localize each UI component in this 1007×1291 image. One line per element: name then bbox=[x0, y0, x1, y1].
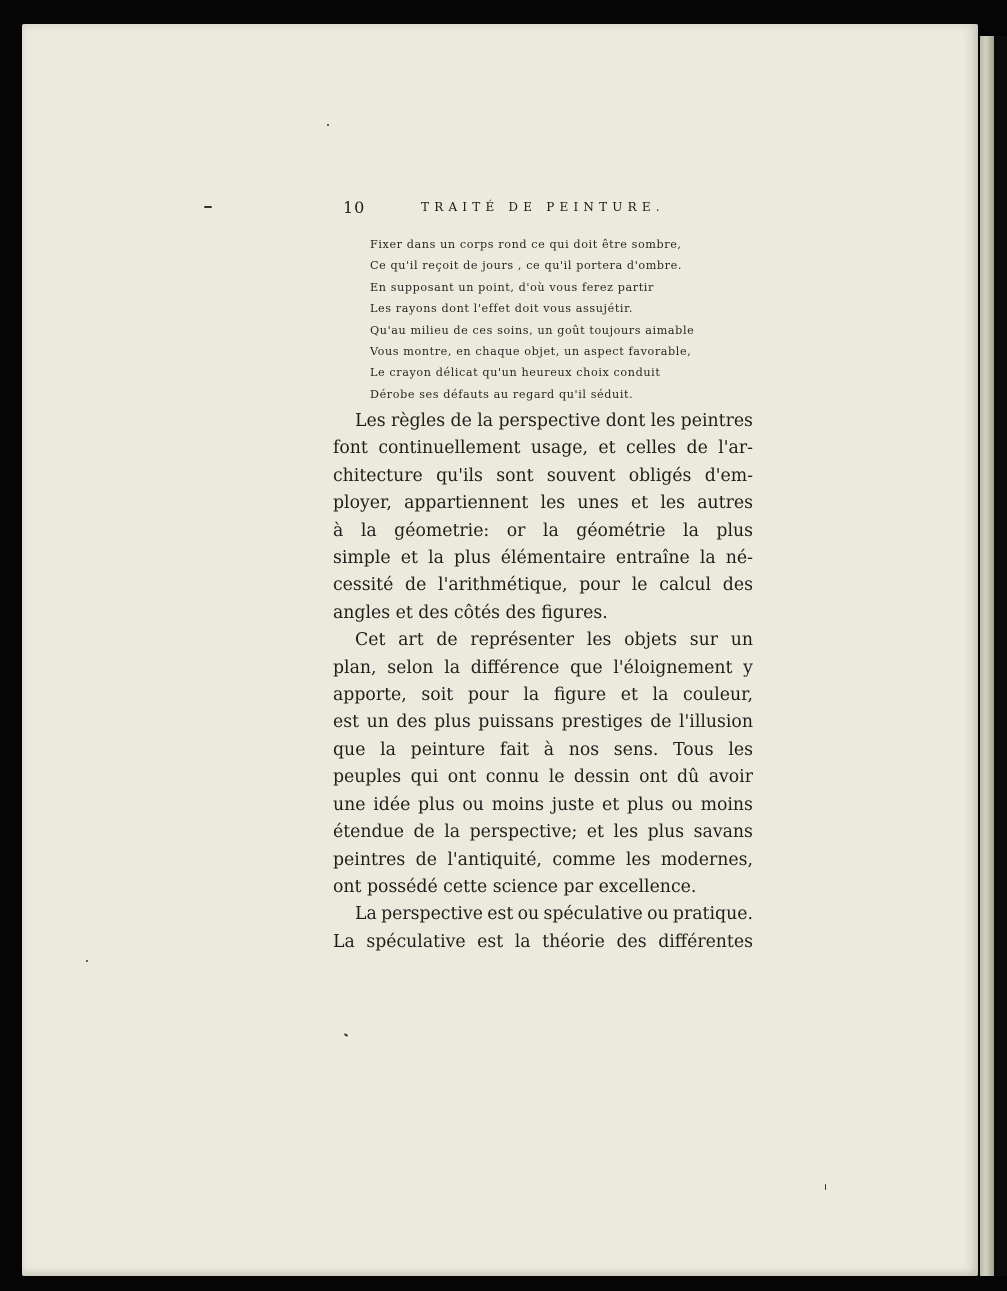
text-line: ployer, appartiennent les unes et les autres bbox=[333, 493, 753, 514]
page-number: 10 bbox=[343, 198, 366, 217]
verse-line: En supposant un point, d'où vous ferez partir bbox=[370, 280, 654, 294]
verse-line: Dérobe ses défauts au regard qu'il séduit. bbox=[370, 387, 634, 401]
page-speck bbox=[825, 1184, 826, 1190]
text-line: simple et la plus élémentaire entraîne la né- bbox=[333, 548, 753, 569]
verse-line: Qu'au milieu de ces soins, un goût toujours aimable bbox=[370, 323, 695, 337]
text-line: font continuellement usage, et celles de l'ar- bbox=[333, 438, 753, 459]
verse-line: Ce qu'il reçoit de jours , ce qu'il portera d'ombre. bbox=[370, 259, 682, 273]
text-line: plan, selon la différence que l'éloignement y bbox=[333, 657, 753, 678]
page-speck bbox=[86, 960, 88, 962]
text-line: est un des plus puissans prestiges de l'illusion bbox=[333, 712, 753, 733]
text-line: cessité de l'arithmétique, pour le calcul des bbox=[333, 575, 753, 596]
verse-line: Le crayon délicat qu'un heureux choix conduit bbox=[370, 366, 661, 380]
text-line: peintres de l'antiquité, comme les modernes, bbox=[333, 849, 753, 870]
paragraph bbox=[333, 901, 753, 956]
text-line: La perspective est ou spéculative ou pratique. bbox=[355, 904, 753, 925]
background-edge bbox=[994, 36, 1007, 1276]
text-line: chitecture qu'ils sont souvent obligés d'em- bbox=[333, 465, 753, 486]
text-line: La spéculative est la théorie des différentes bbox=[333, 931, 753, 952]
verse-line: Les rayons dont l'effet doit vous assujétir. bbox=[370, 302, 633, 316]
page-speck bbox=[204, 206, 212, 208]
running-title: TRAITÉ DE PEINTURE. bbox=[421, 200, 665, 214]
body-text bbox=[333, 408, 753, 956]
page-edge-strip bbox=[980, 36, 994, 1276]
verse-line: Fixer dans un corps rond ce qui doit être sombre, bbox=[370, 238, 682, 251]
text-line: à la géometrie: or la géométrie la plus bbox=[333, 520, 753, 541]
text-line: étendue de la perspective; et les plus savans bbox=[333, 822, 753, 843]
text-line: ont possédé cette science par excellence. bbox=[333, 876, 697, 897]
page-speck bbox=[344, 1033, 348, 1037]
verse-line: Vous montre, en chaque objet, un aspect favorable, bbox=[370, 345, 692, 359]
text-line: peuples qui ont connu le dessin ont dû avoir bbox=[333, 767, 753, 788]
verse-block bbox=[370, 234, 750, 405]
paragraph bbox=[333, 627, 753, 901]
text-line: Cet art de représenter les objets sur un bbox=[355, 630, 753, 651]
text-line: Les règles de la perspective dont les peintres bbox=[355, 411, 753, 431]
page-speck bbox=[327, 124, 329, 126]
text-line: angles et des côtés des figures. bbox=[333, 602, 608, 623]
text-line: une idée plus ou moins juste et plus ou moins bbox=[333, 794, 753, 815]
text-line: apporte, soit pour la figure et la couleur, bbox=[333, 685, 753, 706]
page-header bbox=[343, 198, 753, 220]
paragraph bbox=[333, 408, 753, 627]
text-line: que la peinture fait à nos sens. Tous les bbox=[333, 739, 753, 760]
